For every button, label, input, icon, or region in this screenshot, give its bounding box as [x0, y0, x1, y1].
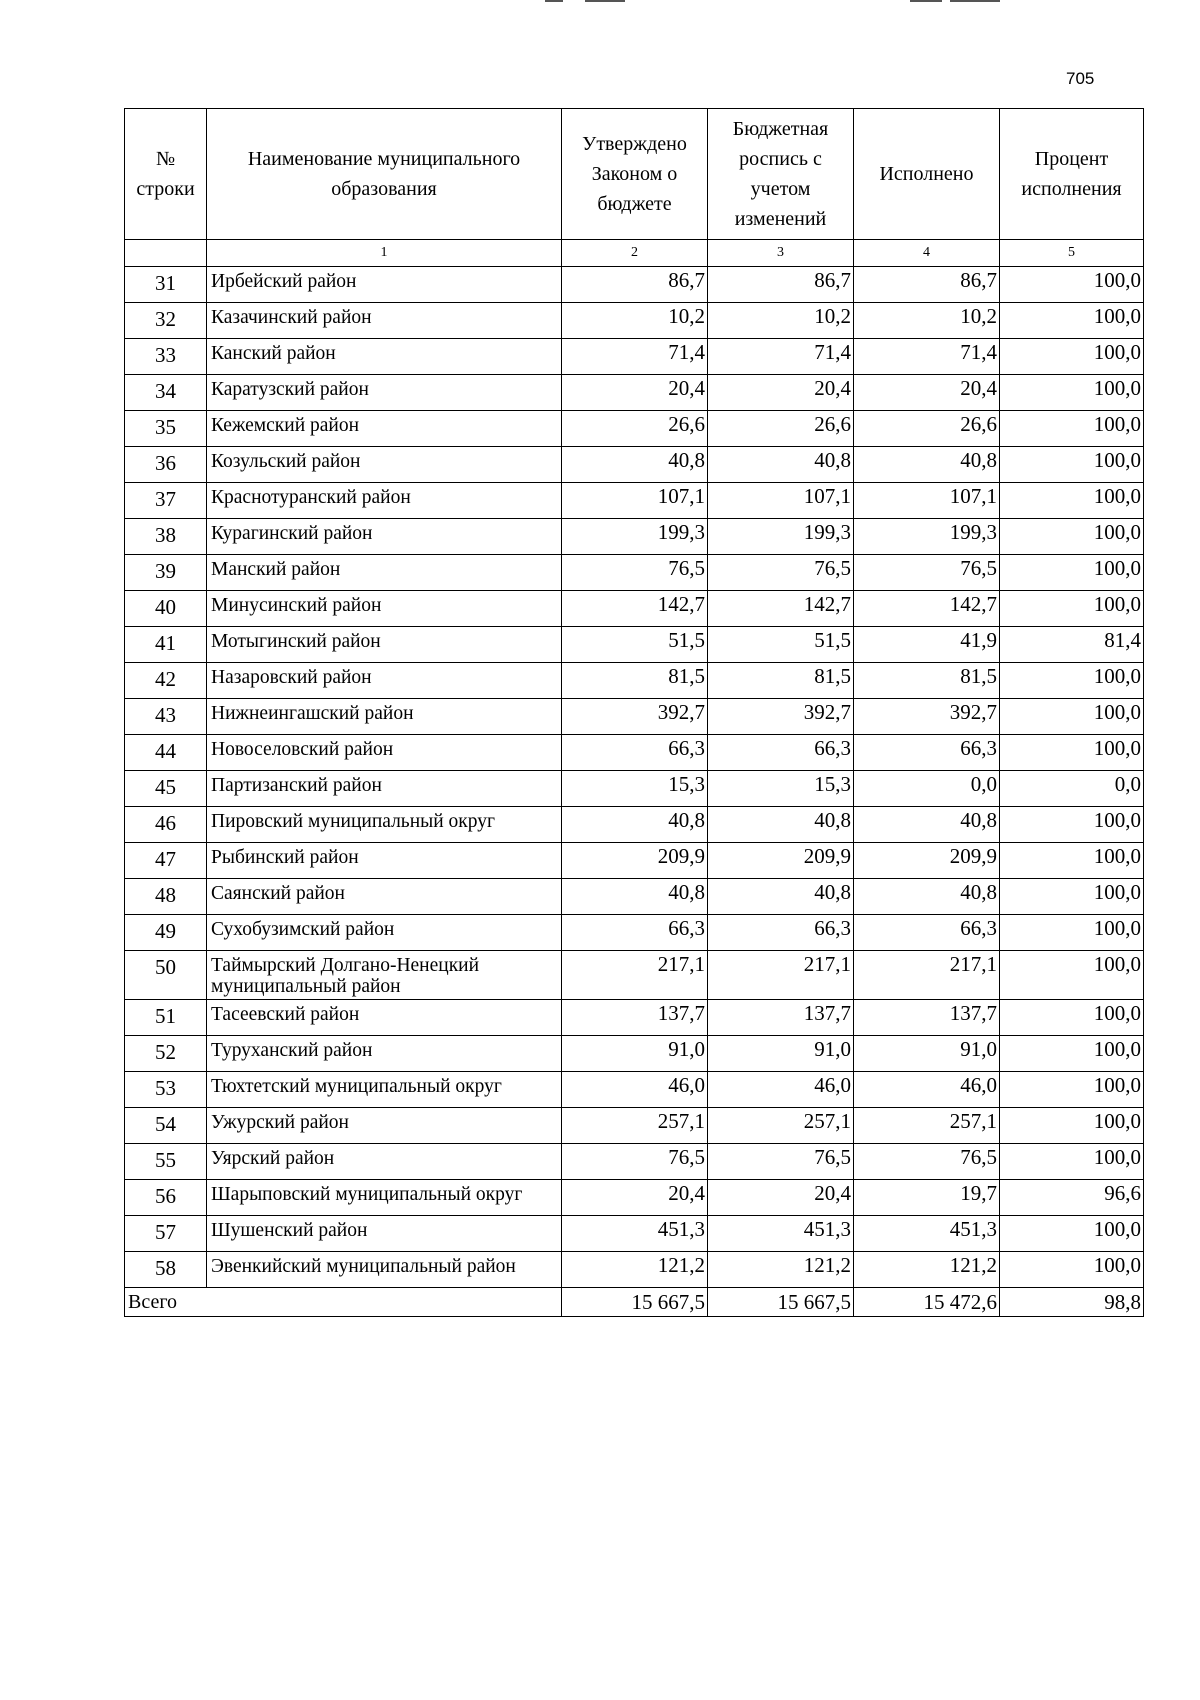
table-row [125, 411, 1144, 447]
executed-value: 451,3 [854, 1216, 1000, 1252]
budget-list-value: 86,7 [708, 267, 854, 303]
approved-value: 257,1 [562, 1108, 708, 1144]
budget-list-value: 15,3 [708, 771, 854, 807]
budget-list-value: 51,5 [708, 627, 854, 663]
column-number: 4 [854, 240, 1000, 267]
budget-list-value: 137,7 [708, 1000, 854, 1036]
table-row [125, 1180, 1144, 1216]
approved-value: 81,5 [562, 663, 708, 699]
budget-list-value: 46,0 [708, 1072, 854, 1108]
percent-value: 100,0 [1000, 1108, 1144, 1144]
municipality-name: Эвенкийский муниципальный район [207, 1252, 562, 1288]
percent-value: 100,0 [1000, 483, 1144, 519]
table-row [125, 807, 1144, 843]
executed-value: 392,7 [854, 699, 1000, 735]
executed-value: 66,3 [854, 915, 1000, 951]
row-number: 40 [125, 591, 207, 627]
approved-value: 51,5 [562, 627, 708, 663]
row-number: 56 [125, 1180, 207, 1216]
municipality-name: Каратузский район [207, 375, 562, 411]
municipality-name: Тасеевский район [207, 1000, 562, 1036]
table-row [125, 915, 1144, 951]
approved-value: 76,5 [562, 1144, 708, 1180]
percent-value: 100,0 [1000, 1000, 1144, 1036]
scan-artifact [585, 0, 625, 2]
percent-value: 100,0 [1000, 519, 1144, 555]
executed-value: 71,4 [854, 339, 1000, 375]
budget-list-value: 121,2 [708, 1252, 854, 1288]
page-number: 705 [1066, 69, 1095, 88]
percent-value: 100,0 [1000, 915, 1144, 951]
total-label: Всего [125, 1288, 562, 1317]
executed-value: 217,1 [854, 951, 1000, 1000]
budget-list-value: 71,4 [708, 339, 854, 375]
percent-value: 100,0 [1000, 339, 1144, 375]
municipality-name: Шарыповский муниципальный округ [207, 1180, 562, 1216]
header-municipality-name: Наименование муниципального образования [207, 109, 562, 240]
row-number: 58 [125, 1252, 207, 1288]
table-body [125, 267, 1144, 1288]
header-budget-list: Бюджетная роспись с учетом изменений [708, 109, 854, 240]
executed-value: 26,6 [854, 411, 1000, 447]
percent-value: 100,0 [1000, 1036, 1144, 1072]
percent-value: 100,0 [1000, 663, 1144, 699]
row-number: 55 [125, 1144, 207, 1180]
executed-value: 199,3 [854, 519, 1000, 555]
table-row [125, 1000, 1144, 1036]
column-number-empty [125, 240, 207, 267]
approved-value: 107,1 [562, 483, 708, 519]
percent-value: 100,0 [1000, 375, 1144, 411]
executed-value: 142,7 [854, 591, 1000, 627]
executed-value: 40,8 [854, 879, 1000, 915]
percent-value: 100,0 [1000, 1072, 1144, 1108]
table-row [125, 699, 1144, 735]
budget-list-value: 76,5 [708, 555, 854, 591]
percent-value: 100,0 [1000, 411, 1144, 447]
approved-value: 392,7 [562, 699, 708, 735]
table-row [125, 267, 1144, 303]
executed-value: 40,8 [854, 807, 1000, 843]
row-number: 49 [125, 915, 207, 951]
total-row [125, 1288, 1144, 1317]
municipality-name: Туруханский район [207, 1036, 562, 1072]
budget-list-value: 392,7 [708, 699, 854, 735]
row-number: 37 [125, 483, 207, 519]
percent-value: 100,0 [1000, 735, 1144, 771]
scan-artifact [910, 0, 942, 2]
executed-value: 86,7 [854, 267, 1000, 303]
budget-list-value: 66,3 [708, 915, 854, 951]
percent-value: 100,0 [1000, 843, 1144, 879]
column-number: 3 [708, 240, 854, 267]
row-number: 45 [125, 771, 207, 807]
row-number: 48 [125, 879, 207, 915]
header-row-number: № строки [125, 109, 207, 240]
table-row [125, 555, 1144, 591]
row-number: 36 [125, 447, 207, 483]
table-row [125, 1108, 1144, 1144]
row-number: 44 [125, 735, 207, 771]
municipality-name: Тюхтетский муниципальный округ [207, 1072, 562, 1108]
approved-value: 71,4 [562, 339, 708, 375]
municipality-name: Мотыгинский район [207, 627, 562, 663]
table-row [125, 735, 1144, 771]
column-number: 2 [562, 240, 708, 267]
executed-value: 257,1 [854, 1108, 1000, 1144]
executed-value: 0,0 [854, 771, 1000, 807]
approved-value: 40,8 [562, 879, 708, 915]
table-row [125, 771, 1144, 807]
approved-value: 91,0 [562, 1036, 708, 1072]
header-approved-by-law: Утверждено Законом о бюджете [562, 109, 708, 240]
total-budget-list: 15 667,5 [708, 1288, 854, 1317]
executed-value: 81,5 [854, 663, 1000, 699]
percent-value: 0,0 [1000, 771, 1144, 807]
table-row [125, 1252, 1144, 1288]
budget-list-value: 40,8 [708, 807, 854, 843]
executed-value: 46,0 [854, 1072, 1000, 1108]
row-number: 33 [125, 339, 207, 375]
budget-list-value: 107,1 [708, 483, 854, 519]
column-number: 1 [207, 240, 562, 267]
table-row [125, 1072, 1144, 1108]
executed-value: 76,5 [854, 1144, 1000, 1180]
approved-value: 40,8 [562, 807, 708, 843]
municipality-name: Назаровский район [207, 663, 562, 699]
approved-value: 217,1 [562, 951, 708, 1000]
approved-value: 20,4 [562, 375, 708, 411]
percent-value: 100,0 [1000, 879, 1144, 915]
approved-value: 40,8 [562, 447, 708, 483]
municipality-name: Партизанский район [207, 771, 562, 807]
column-number-row [125, 240, 1144, 267]
municipality-name: Курагинский район [207, 519, 562, 555]
budget-execution-table [124, 108, 1144, 1317]
column-number: 5 [1000, 240, 1144, 267]
municipality-name: Пировский муниципальный округ [207, 807, 562, 843]
municipality-name: Казачинский район [207, 303, 562, 339]
executed-value: 76,5 [854, 555, 1000, 591]
budget-list-value: 20,4 [708, 1180, 854, 1216]
row-number: 46 [125, 807, 207, 843]
table-row [125, 843, 1144, 879]
municipality-name: Манский район [207, 555, 562, 591]
row-number: 38 [125, 519, 207, 555]
row-number: 34 [125, 375, 207, 411]
municipality-name: Уярский район [207, 1144, 562, 1180]
budget-list-value: 142,7 [708, 591, 854, 627]
percent-value: 100,0 [1000, 699, 1144, 735]
approved-value: 26,6 [562, 411, 708, 447]
approved-value: 46,0 [562, 1072, 708, 1108]
table-row [125, 951, 1144, 1000]
header-execution-percent: Процент исполнения [1000, 109, 1144, 240]
municipality-name: Нижнеингашский район [207, 699, 562, 735]
total-executed: 15 472,6 [854, 1288, 1000, 1317]
budget-list-value: 40,8 [708, 879, 854, 915]
executed-value: 20,4 [854, 375, 1000, 411]
municipality-name: Ирбейский район [207, 267, 562, 303]
municipality-name: Саянский район [207, 879, 562, 915]
percent-value: 100,0 [1000, 1144, 1144, 1180]
executed-value: 19,7 [854, 1180, 1000, 1216]
percent-value: 100,0 [1000, 951, 1144, 1000]
row-number: 39 [125, 555, 207, 591]
row-number: 41 [125, 627, 207, 663]
municipality-name: Кежемский район [207, 411, 562, 447]
municipality-name: Таймырский Долгано-Ненецкий муниципальный район [207, 951, 562, 1000]
budget-list-value: 66,3 [708, 735, 854, 771]
budget-list-value: 40,8 [708, 447, 854, 483]
executed-value: 121,2 [854, 1252, 1000, 1288]
approved-value: 20,4 [562, 1180, 708, 1216]
percent-value: 100,0 [1000, 591, 1144, 627]
row-number: 42 [125, 663, 207, 699]
approved-value: 86,7 [562, 267, 708, 303]
approved-value: 199,3 [562, 519, 708, 555]
budget-list-value: 76,5 [708, 1144, 854, 1180]
percent-value: 100,0 [1000, 303, 1144, 339]
executed-value: 91,0 [854, 1036, 1000, 1072]
budget-list-value: 451,3 [708, 1216, 854, 1252]
percent-value: 100,0 [1000, 1216, 1144, 1252]
approved-value: 66,3 [562, 915, 708, 951]
executed-value: 107,1 [854, 483, 1000, 519]
executed-value: 209,9 [854, 843, 1000, 879]
approved-value: 10,2 [562, 303, 708, 339]
percent-value: 81,4 [1000, 627, 1144, 663]
executed-value: 41,9 [854, 627, 1000, 663]
row-number: 32 [125, 303, 207, 339]
row-number: 50 [125, 951, 207, 1000]
table-row [125, 627, 1144, 663]
municipality-name: Сухобузимский район [207, 915, 562, 951]
row-number: 51 [125, 1000, 207, 1036]
budget-list-value: 199,3 [708, 519, 854, 555]
row-number: 52 [125, 1036, 207, 1072]
executed-value: 40,8 [854, 447, 1000, 483]
table-row [125, 1144, 1144, 1180]
budget-list-value: 209,9 [708, 843, 854, 879]
table-row [125, 303, 1144, 339]
municipality-name: Краснотуранский район [207, 483, 562, 519]
approved-value: 76,5 [562, 555, 708, 591]
budget-list-value: 81,5 [708, 663, 854, 699]
row-number: 54 [125, 1108, 207, 1144]
executed-value: 66,3 [854, 735, 1000, 771]
percent-value: 96,6 [1000, 1180, 1144, 1216]
scan-artifact [545, 0, 563, 2]
table-row [125, 483, 1144, 519]
total-approved: 15 667,5 [562, 1288, 708, 1317]
budget-list-value: 257,1 [708, 1108, 854, 1144]
municipality-name: Минусинский район [207, 591, 562, 627]
budget-list-value: 10,2 [708, 303, 854, 339]
total-percent: 98,8 [1000, 1288, 1144, 1317]
municipality-name: Козульский район [207, 447, 562, 483]
row-number: 47 [125, 843, 207, 879]
approved-value: 209,9 [562, 843, 708, 879]
row-number: 57 [125, 1216, 207, 1252]
executed-value: 137,7 [854, 1000, 1000, 1036]
table-row [125, 1216, 1144, 1252]
table-row [125, 591, 1144, 627]
budget-list-value: 26,6 [708, 411, 854, 447]
municipality-name: Рыбинский район [207, 843, 562, 879]
budget-list-value: 217,1 [708, 951, 854, 1000]
municipality-name: Новоселовский район [207, 735, 562, 771]
budget-list-value: 91,0 [708, 1036, 854, 1072]
approved-value: 66,3 [562, 735, 708, 771]
row-number: 35 [125, 411, 207, 447]
approved-value: 142,7 [562, 591, 708, 627]
row-number: 31 [125, 267, 207, 303]
approved-value: 15,3 [562, 771, 708, 807]
table-row [125, 375, 1144, 411]
table-row [125, 339, 1144, 375]
percent-value: 100,0 [1000, 267, 1144, 303]
approved-value: 137,7 [562, 1000, 708, 1036]
budget-list-value: 20,4 [708, 375, 854, 411]
row-number: 43 [125, 699, 207, 735]
table-row [125, 519, 1144, 555]
row-number: 53 [125, 1072, 207, 1108]
header-row [125, 109, 1144, 240]
percent-value: 100,0 [1000, 555, 1144, 591]
approved-value: 451,3 [562, 1216, 708, 1252]
percent-value: 100,0 [1000, 807, 1144, 843]
scan-artifact [950, 0, 1000, 2]
municipality-name: Шушенский район [207, 1216, 562, 1252]
municipality-name: Ужурский район [207, 1108, 562, 1144]
table-row [125, 1036, 1144, 1072]
municipality-name: Канский район [207, 339, 562, 375]
table-row [125, 447, 1144, 483]
table-row [125, 663, 1144, 699]
table-row [125, 879, 1144, 915]
approved-value: 121,2 [562, 1252, 708, 1288]
header-executed: Исполнено [854, 109, 1000, 240]
percent-value: 100,0 [1000, 1252, 1144, 1288]
executed-value: 10,2 [854, 303, 1000, 339]
percent-value: 100,0 [1000, 447, 1144, 483]
